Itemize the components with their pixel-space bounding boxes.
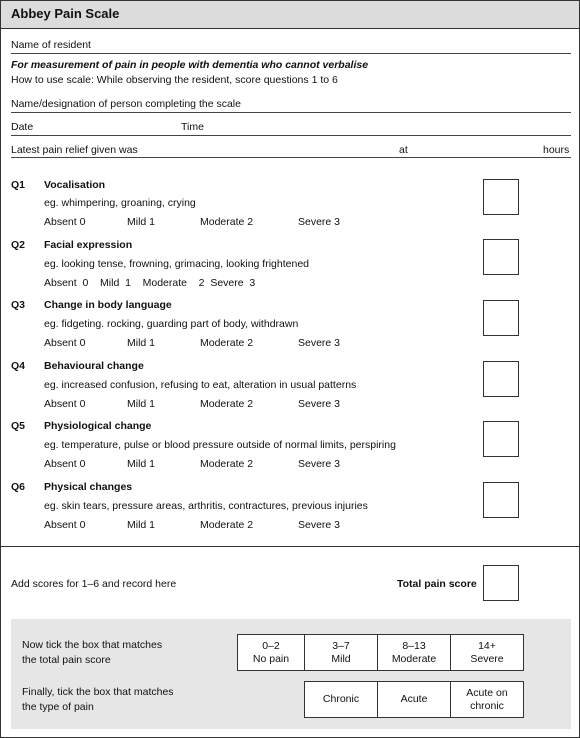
total-pain-score-label: Total pain score — [397, 578, 477, 590]
scale-moderate: Moderate 2 — [200, 337, 254, 349]
q2-score-box[interactable] — [483, 239, 519, 275]
scale-severe: Severe 3 — [298, 458, 341, 470]
question-number: Q3 — [11, 299, 26, 311]
scale-absent: Absent 0 — [44, 458, 86, 470]
scale-absent: Absent 0 — [44, 337, 86, 349]
question-title: Physiological change — [44, 420, 152, 432]
scale-mild: Mild 1 — [127, 398, 156, 410]
question-example: eg. whimpering, groaning, crying — [44, 197, 196, 209]
scale-severe: Severe 3 — [298, 519, 341, 531]
type-label: Acute — [400, 693, 428, 705]
total-instruction: Add scores for 1–6 and record here — [11, 578, 177, 590]
severity-label: Severe — [470, 652, 504, 665]
q1-score-box[interactable] — [483, 179, 519, 215]
type-label-line1: Acute on — [466, 686, 508, 699]
q3-score-box[interactable] — [483, 300, 519, 336]
latest-relief-label: Latest pain relief given was — [11, 144, 138, 156]
total-pain-score-box[interactable] — [483, 565, 519, 601]
question-number: Q6 — [11, 481, 26, 493]
section-divider — [1, 546, 579, 547]
type-option-chronic[interactable] — [304, 681, 378, 718]
scale-moderate: Moderate 2 — [200, 519, 254, 531]
question-number: Q5 — [11, 420, 26, 432]
name-of-resident-field[interactable] — [11, 53, 571, 54]
form-title: Abbey Pain Scale — [11, 6, 120, 21]
q5-score-box[interactable] — [483, 421, 519, 457]
title-bar — [1, 1, 579, 29]
hours-label: hours — [543, 144, 570, 156]
question-example: eg. skin tears, pressure areas, arthritis, contractures, previous injuries — [44, 500, 368, 512]
type-option-acute[interactable] — [377, 681, 451, 718]
question-example: eg. increased confusion, refusing to eat, alteration in usual patterns — [44, 379, 357, 391]
date-label: Date — [11, 121, 34, 133]
scale-mild: Mild 1 — [127, 337, 156, 349]
question-number: Q2 — [11, 239, 26, 251]
scale-absent: Absent 0 — [44, 398, 86, 410]
severity-range: 8–13 — [402, 639, 426, 652]
severity-range: 14+ — [478, 639, 496, 652]
scale-moderate: Moderate 2 — [200, 458, 254, 470]
scale-mild: Mild 1 — [127, 458, 156, 470]
severity-label: Mild — [331, 652, 351, 665]
name-of-resident-label: Name of resident — [11, 39, 91, 51]
scale-absent: Absent 0 — [44, 216, 86, 228]
severity-range: 0–2 — [262, 639, 280, 652]
scale-line: Absent 0 Mild 1 Moderate 2 Severe 3 — [44, 277, 256, 289]
severity-option-mild[interactable] — [304, 634, 378, 671]
latest-relief-field[interactable] — [11, 157, 571, 158]
severity-option-moderate[interactable] — [377, 634, 451, 671]
q4-score-box[interactable] — [483, 361, 519, 397]
q6-score-box[interactable] — [483, 482, 519, 518]
type-instruction-1: Finally, tick the box that matches — [22, 686, 174, 698]
scale-severe: Severe 3 — [298, 398, 341, 410]
scale-severe: Severe 3 — [298, 337, 341, 349]
severity-instruction-2: the total pain score — [22, 654, 111, 666]
type-label: Chronic — [322, 693, 360, 705]
time-label: Time — [181, 121, 204, 133]
severity-label: No pain — [252, 652, 290, 665]
question-title: Facial expression — [44, 239, 133, 251]
scale-moderate: Moderate 2 — [200, 216, 254, 228]
type-option-acute-on-chronic[interactable] — [450, 681, 524, 718]
question-title: Behavioural change — [44, 360, 144, 372]
type-instruction-2: the type of pain — [22, 701, 94, 713]
question-number: Q1 — [11, 179, 26, 191]
scale-moderate: Moderate 2 — [200, 398, 254, 410]
scale-mild: Mild 1 — [127, 216, 156, 228]
severity-option-severe[interactable] — [450, 634, 524, 671]
scale-mild: Mild 1 — [127, 519, 156, 531]
how-to-text: How to use scale: While observing the resident, score questions 1 to 6 — [11, 74, 338, 86]
question-number: Q4 — [11, 360, 26, 372]
name-designation-field[interactable] — [11, 112, 571, 113]
question-example: eg. temperature, pulse or blood pressure outside of normal limits, perspiring — [44, 439, 396, 451]
question-title: Change in body language — [44, 299, 172, 311]
question-example: eg. fidgeting. rocking, guarding part of body, withdrawn — [44, 318, 299, 330]
type-label-line2: chronic — [470, 699, 504, 712]
at-label: at — [399, 144, 408, 156]
scale-severe: Severe 3 — [298, 216, 341, 228]
severity-option-no-pain[interactable] — [237, 634, 305, 671]
question-title: Vocalisation — [44, 179, 106, 191]
severity-instruction-1: Now tick the box that matches — [22, 639, 163, 651]
scale-absent: Absent 0 — [44, 519, 86, 531]
name-designation-label: Name/designation of person completing the scale — [11, 98, 241, 110]
date-time-field[interactable] — [11, 135, 571, 136]
question-title: Physical changes — [44, 481, 133, 493]
purpose-text: For measurement of pain in people with dementia who cannot verbalise — [11, 59, 369, 71]
question-example: eg. looking tense, frowning, grimacing, looking frightened — [44, 258, 309, 270]
severity-label: Moderate — [391, 652, 437, 665]
severity-range: 3–7 — [332, 639, 350, 652]
